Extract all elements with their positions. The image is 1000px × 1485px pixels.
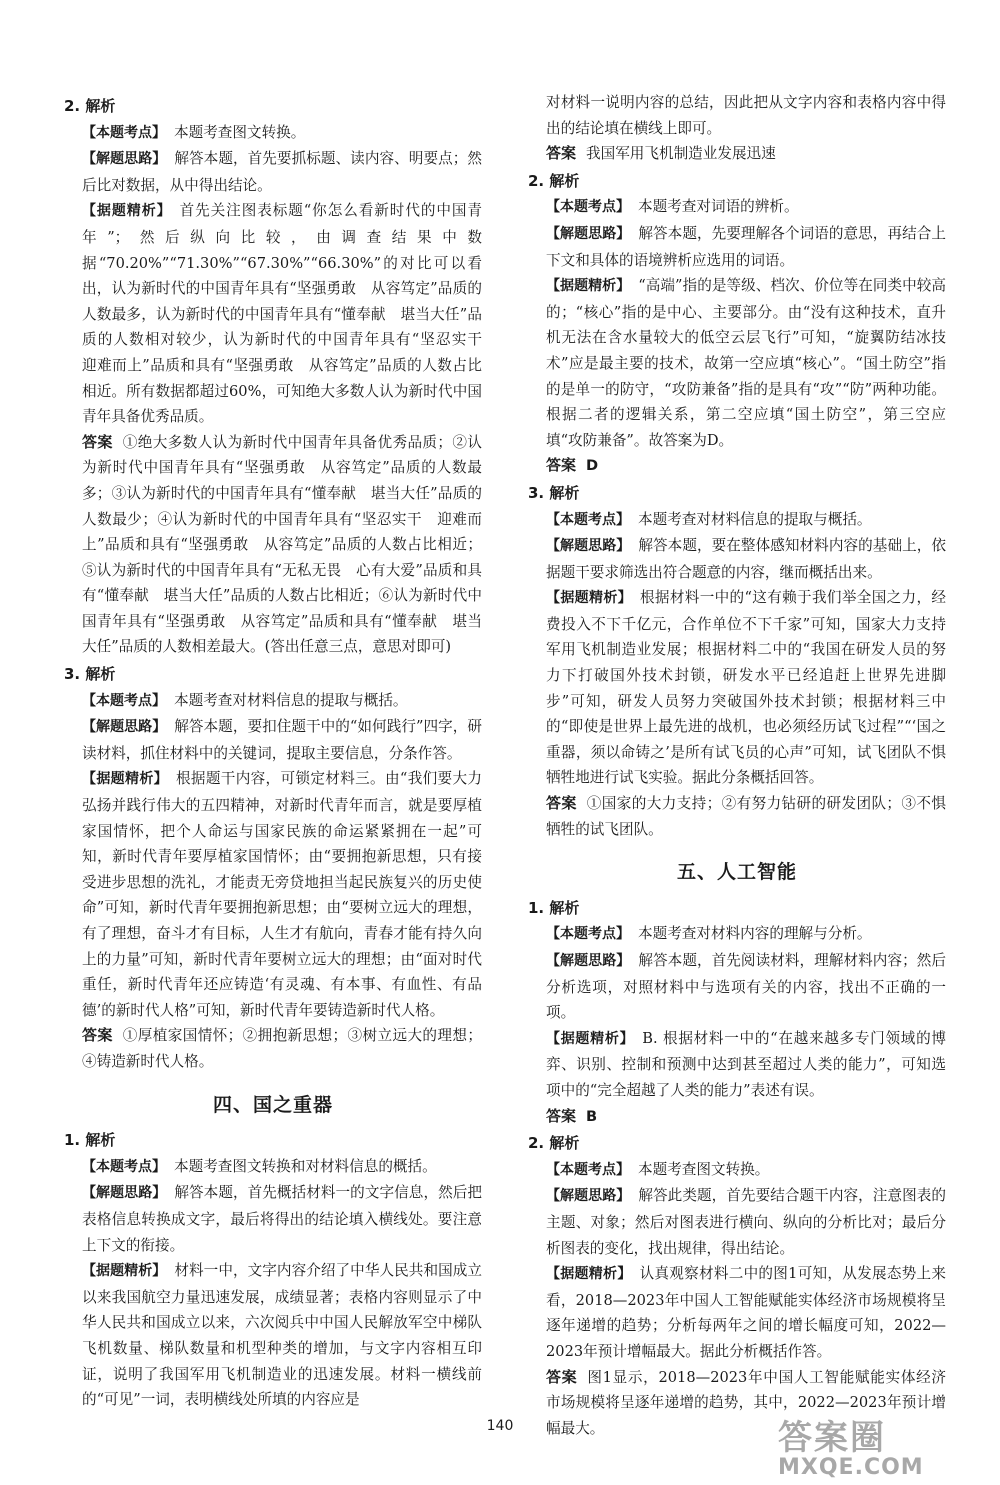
label-tag: 【据题精析】	[546, 1266, 632, 1283]
paragraph-text: 材料一中，文字内容介绍了中华人民共和国成立以来我国航空力量迅速发展，成绩显著；表格内容则显示了中华人民共和国成立以来，六次阅兵中中国人民解放军空中梯队飞机数量、梯队数量和机型种类的增加，与文字内容相互印证，说明了我国军用飞机制造业的迅速发展。材料一横线前的“可见”一词，表明横线处所填的内容应是	[82, 1262, 482, 1409]
question-header: 1. 解析	[64, 1131, 116, 1150]
paragraph	[528, 1157, 946, 1184]
paragraph-text: 解答本题，首先概括材料一的文字信息，然后把表格信息转换成文字，最后将得出的结论填入横线处。要注意上下文的衔接。	[82, 1184, 482, 1254]
paragraph	[528, 273, 946, 453]
answer-label: 答案	[546, 1367, 578, 1386]
answer-text: ①绝大多数人认为新时代中国青年具备优秀品质；②认为新时代中国青年具有“坚强勇敢 从容笃定”品质的人数最多；③认为新时代的中国青年具有“懂奉献 堪当大任”品质的人数最少；④认为新时代的中国青年具有“坚忍实干 迎难而上”品质和具有“坚强勇敢 从容笃定”品质的人数占比相近；⑤认为新时代的中国青年具有“无私无畏 心有大爱”品质和具有“懂奉献 堪当大任”品质的人数占比相近；⑥认为新时代中国青年具有“坚强勇敢 从容笃定”品质和具有“懂奉献 堪当大任”品质的人数相差最大。(答出任意三点，意思对即可)	[82, 433, 482, 656]
paragraph-text: 认真观察材料二中的图1可知，从发展态势上来看，2018—2023年中国人工智能赋能实体经济市场规模将呈逐年递增的趋势；分析每两年之间的增长幅度可知，2022—2023年预计增幅最大。据此分析概括作答。	[546, 1265, 946, 1360]
label-tag: 【解题思路】	[546, 225, 631, 242]
paragraph	[64, 1180, 482, 1258]
label-tag: 【解题思路】	[82, 151, 167, 168]
paragraph	[64, 120, 482, 147]
label-tag: 【据题精析】	[546, 590, 632, 607]
label-tag: 【据题精析】	[546, 278, 631, 295]
watermark-logo	[778, 1410, 978, 1480]
label-tag: 【本题考点】	[546, 1161, 630, 1178]
paragraph	[528, 194, 946, 221]
paragraph-text: 本题考查对材料信息的提取与概括。	[638, 510, 872, 528]
answer	[528, 141, 946, 167]
answer-label: 答案	[546, 1106, 577, 1125]
label-tag: 【解题思路】	[82, 1185, 167, 1202]
watermark-line1: 答案圈	[778, 1418, 886, 1458]
page-number: 140	[486, 1418, 514, 1434]
answer-text: 图1显示，2018—2023年中国人工智能赋能实体经济市场规模将呈逐年递增的趋势，其中，2022—2023年预计增幅最大。	[546, 1368, 946, 1437]
paragraph	[64, 146, 482, 198]
label-tag: 【据题精析】	[546, 1030, 635, 1047]
answer-label: 答案	[546, 794, 577, 813]
label-tag: 【据题精析】	[82, 1263, 167, 1280]
paragraph-text: 解答本题，首先要抓标题、读内容、明要点；然后比对数据，从中得出结论。	[82, 150, 482, 194]
answer	[528, 1104, 946, 1130]
paragraph	[528, 1183, 946, 1261]
watermark-line2: MXQE.COM	[778, 1455, 924, 1480]
answer	[64, 1023, 482, 1074]
section-title: 四、国之重器	[212, 1093, 333, 1116]
paragraph-text: 本题考查对材料内容的理解与分析。	[638, 925, 872, 943]
label-tag: 【解题思路】	[546, 1188, 631, 1205]
label-tag: 【本题考点】	[546, 511, 630, 528]
paragraph-text: 解答本题，要在整体感知材料内容的基础上，依据题干要求筛选出符合题意的内容，继而概括出来。	[546, 537, 946, 581]
paragraph	[528, 533, 946, 585]
answer	[64, 430, 482, 660]
paragraph-text: 解答本题，要扣住题干中的“如何践行”四字，研读材料，抓住材料中的关键词，提取主要信息，分条作答。	[82, 718, 482, 762]
answer-label: 答案	[82, 432, 113, 451]
answer-label: 答案	[546, 456, 577, 475]
paragraph-text: 解答本题，先要理解各个词语的意思，再结合上下文和具体的语境辨析应选用的词语。	[546, 224, 946, 269]
label-tag: 【据题精析】	[82, 771, 168, 788]
section-title: 五、人工智能	[676, 861, 797, 884]
paragraph-text: 根据材料一中的“这有赖于我们举全国之力，经费投入不下千亿元，合作单位不下千家”可知，国家大力支持军用飞机制造业发展；根据材料二中的“我国在研发人员的努力下打破国外技术封锁，研发水平已经追赶上世界先进脚步”可知，研发人员努力突破国外技术封锁；根据材料三中的“即使是世界上最先进的战机，也必须经历试飞过程”“‘国之重器，须以命铸之’是所有试飞员的心声”可知，试飞团队不惧牺牲地进行试飞实验。据此分条概括回答。	[546, 589, 946, 787]
paragraph	[528, 221, 946, 273]
label-tag: 【本题考点】	[82, 1158, 166, 1175]
answer	[528, 453, 946, 479]
answer-text: 我国军用飞机制造业发展迅速	[586, 145, 776, 163]
label-tag: 【本题考点】	[546, 199, 630, 216]
left-column	[64, 92, 497, 1413]
paragraph	[64, 688, 482, 715]
label-tag: 【解题思路】	[546, 538, 631, 555]
paragraph-text: 解答此类题，首先要结合题干内容，注意图表的主题、对象；然后对图表进行横向、纵向的分析比对；最后分析图表的变化，找出规律，得出结论。	[546, 1187, 946, 1257]
paragraph	[528, 585, 946, 791]
label-tag: 【本题考点】	[82, 692, 166, 709]
paragraph	[528, 507, 946, 534]
paragraph	[64, 1154, 482, 1181]
question-header: 2. 解析	[528, 171, 580, 190]
answer-text: D	[586, 457, 599, 475]
answer-text: ①国家的大力支持；②有努力钻研的研发团队；③不惧牺牲的试飞团队。	[546, 795, 946, 838]
paragraph	[64, 1258, 482, 1413]
paragraph-text: 解答本题，首先阅读材料，理解材料内容；然后分析选项，对照材料中与选项有关的内容，找出不正确的一项。	[546, 952, 946, 1022]
label-tag: 【本题考点】	[82, 124, 166, 141]
label-tag: 【本题考点】	[546, 926, 630, 943]
label-tag: 【解题思路】	[546, 953, 631, 969]
question-header: 2. 解析	[64, 97, 116, 115]
answer-text: B	[586, 1107, 598, 1125]
question-header: 2. 解析	[528, 1134, 580, 1153]
label-tag: 【据题精析】	[82, 203, 172, 220]
paragraph	[528, 948, 946, 1026]
paragraph-text: 本题考查图文转换和对材料信息的概括。	[174, 1157, 437, 1175]
paragraph-text: 本题考查对材料信息的提取与概括。	[174, 691, 408, 709]
paragraph	[64, 198, 497, 429]
label-tag: 【解题思路】	[82, 719, 167, 736]
answer	[528, 791, 946, 842]
question-header: 3. 解析	[64, 665, 116, 684]
answer-label: 答案	[546, 144, 577, 163]
answer-label: 答案	[82, 1026, 113, 1045]
paragraph-text: 根据题干内容，可锁定材料三。由“我们要大力弘扬并践行伟大的五四精神，对新时代青年而言，就是要厚植家国情怀，把个人命运与国家民族的命运紧紧拥在一起”可知，新时代青年要厚植家国情怀；由“要拥抱新思想，只有接受进步思想的洗礼，才能责无旁贷地担当起民族复兴的历史使命”可知，新时代青年要拥抱新思想；由“要树立远大的理想，有了理想，奋斗才有目标，人生才有航向，青春才能有持久向上的力量”可知，新时代青年要树立远大的理想；由“面对时代重任，新时代青年还应铸造‘有灵魂、有本事、有血性、有品德’的新时代人格”可知，新时代青年要铸造新时代人格。	[82, 770, 482, 1019]
paragraph-text: B. 根据材料一中的“在越来越多专门领域的博弈、识别、控制和预测中达到甚至超过人类的能力”，可知选项中的“完全超越了人类的能力”表述有误。	[546, 1029, 947, 1099]
paragraph	[528, 1261, 946, 1364]
paragraph-text: 本题考查对词语的辨析。	[638, 198, 799, 216]
paragraph-text: 本题考查图文转换。	[638, 1160, 770, 1178]
paragraph-text: 本题考查图文转换。	[174, 123, 306, 141]
paragraph-text: 首先关注图表标题“你怎么看新时代的中国青年”；然后纵向比较，由调查结果中数据“70.20%”“71.30%”“67.30%”“66.30%”的对比可以看出，认为新时代的中国青年具有“坚强勇敢 从容笃定”品质的人数最多，认为新时代的中国青年具有“懂奉献 堪当大任”品质的人数相对较少，认为新时代的中国青年具有“坚忍实干 迎难而上”品质和具有“坚强勇敢 从容笃定”品质的人数占比相近。所有数据都超过60%，可知绝大多数人认为新时代中国青年具备优秀品质。	[82, 202, 497, 426]
answer-text: ①厚植家国情怀；②拥抱新思想；③树立远大的理想；④铸造新时代人格。	[82, 1027, 482, 1070]
paragraph	[528, 921, 946, 948]
paragraph-text: “高端”指的是等级、档次、价位等在同类中较高的；“核心”指的是中心、主要部分。由“没有这种技术，直升机无法在含水量较大的低空云层飞行”可知，“旋翼防结冰技术”应是最主要的技术，故第一空应填“核心”。“国土防空”指的是单一的防守，“攻防兼备”指的是具有“攻”“防”两种功能。根据二者的逻辑关系，第二空应填“国土防空”，第三空应填“攻防兼备”。故答案为D。	[546, 277, 946, 449]
paragraph-continued: 对材料一说明内容的总结，因此把从文字内容和表格内容中得出的结论填在横线上即可。	[546, 94, 946, 137]
question-header: 1. 解析	[528, 898, 580, 917]
right-column	[528, 90, 946, 1441]
question-header: 3. 解析	[528, 483, 580, 502]
paragraph	[64, 714, 482, 766]
paragraph	[528, 1026, 946, 1104]
paragraph	[64, 766, 482, 1023]
